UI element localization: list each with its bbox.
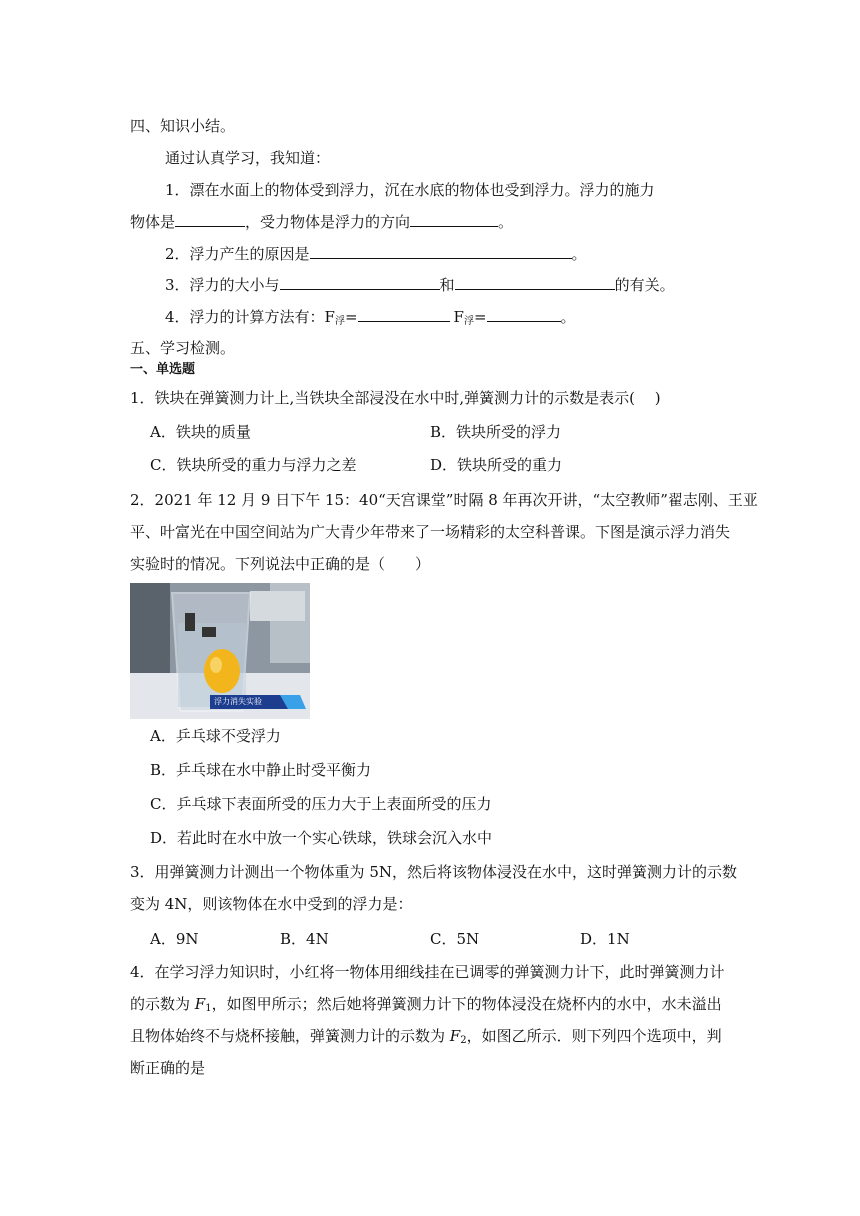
q3-option-a[interactable]: A．9N: [150, 930, 199, 948]
q2-stem-line3: 实验时的情况。下列说法中正确的是（ ）: [130, 555, 431, 573]
q3-option-b[interactable]: B．4N: [280, 930, 329, 948]
answer-blank[interactable]: [280, 275, 440, 290]
q2-option-b[interactable]: B．乒乓球在水中静止时受平衡力: [150, 761, 372, 779]
item4-eq: =: [344, 308, 358, 326]
force-f2-subscript: 2: [460, 1035, 467, 1046]
force-f1-subscript: 1: [205, 1003, 212, 1014]
item4-subscript-2: 浮: [463, 316, 474, 327]
section5-subheading: 一、单选题: [130, 362, 196, 377]
item2-text-b: 。: [571, 245, 587, 263]
q2-option-d[interactable]: D．若此时在水中放一个实心铁球，铁球会沉入水中: [150, 829, 493, 847]
item3-text-c: 的有关。: [614, 276, 675, 294]
item4-line: [165, 307, 576, 332]
force-f1: F: [194, 995, 206, 1013]
q4-text: 且物体始终不与烧杯接触，弹簧测力计的示数为: [130, 1027, 450, 1045]
item1-line2: [130, 212, 513, 232]
q1-option-c[interactable]: C．铁块所受的重力与浮力之差: [150, 456, 357, 474]
item4-subscript: 浮: [334, 316, 345, 327]
q4-stem-line3: [130, 1026, 722, 1051]
photo-caption: 浮力消失实验: [214, 697, 262, 706]
item4-text-b: F: [453, 308, 464, 326]
item1-text-c: 。: [498, 213, 514, 231]
q4-text: ，如图甲所示；然后她将弹簧测力计下的物体浸没在烧杯内的水中，水未溢出: [211, 995, 722, 1013]
item3-text-b: 和: [439, 276, 455, 294]
answer-blank[interactable]: [310, 244, 572, 259]
item1-line1: 1．漂在水面上的物体受到浮力，沉在水底的物体也受到浮力。浮力的施力: [165, 181, 655, 199]
q2-stem-line2: 平、叶富光在中国空间站为广大青少年带来了一场精彩的太空科普课。下图是演示浮力消失: [130, 523, 731, 541]
q4-stem-line4: 断正确的是: [130, 1059, 206, 1077]
q1-option-a[interactable]: A．铁块的质量: [150, 423, 251, 441]
section4-intro: 通过认真学习，我知道：: [165, 149, 331, 167]
answer-blank[interactable]: [487, 307, 561, 322]
q4-stem-line1: 4．在学习浮力知识时，小红将一物体用细线挂在已调零的弹簧测力计下，此时弹簧测力计: [130, 963, 725, 981]
item4-eq-2: =: [473, 308, 487, 326]
q1-stem: 1．铁块在弹簧测力计上,当铁块全部浸没在水中时,弹簧测力计的示数是表示( ): [130, 389, 661, 407]
q2-stem-line1: 2．2021 年 12 月 9 日下午 15：40“天宫课堂”时隔 8 年再次开讲，“太空教师”翟志刚、王亚: [130, 491, 758, 509]
section4-heading: 四、知识小结。: [130, 117, 236, 135]
item3-line: [165, 275, 675, 295]
item4-text-a: 4．浮力的计算方法有：F: [165, 308, 335, 326]
q4-stem-line2: [130, 994, 722, 1019]
item3-text-a: 3．浮力的大小与: [165, 276, 280, 294]
item2-text-a: 2．浮力产生的原因是: [165, 245, 310, 263]
answer-blank[interactable]: [175, 212, 245, 227]
space-experiment-photo: [130, 583, 310, 719]
q1-option-b[interactable]: B．铁块所受的浮力: [430, 423, 562, 441]
answer-blank[interactable]: [358, 307, 450, 322]
q4-text: 的示数为: [130, 995, 195, 1013]
q3-option-c[interactable]: C．5N: [430, 930, 480, 948]
item1-text-b: ，受力物体是浮力的方向: [245, 213, 411, 231]
item4-end: 。: [560, 308, 576, 326]
force-f2: F: [449, 1027, 461, 1045]
q1-option-d[interactable]: D．铁块所受的重力: [430, 456, 563, 474]
answer-blank[interactable]: [410, 212, 498, 227]
item2-line: [165, 244, 587, 264]
q3-stem-line2: 变为 4N，则该物体在水中受到的浮力是：: [130, 895, 413, 913]
q2-option-a[interactable]: A．乒乓球不受浮力: [150, 727, 281, 745]
item1-text-a: 物体是: [130, 213, 176, 231]
answer-blank[interactable]: [455, 275, 615, 290]
q4-text: ，如图乙所示．则下列四个选项中，判: [466, 1027, 722, 1045]
q2-option-c[interactable]: C．乒乓球下表面所受的压力大于上表面所受的压力: [150, 795, 492, 813]
q3-option-d[interactable]: D．1N: [580, 930, 630, 948]
q3-stem-line1: 3．用弹簧测力计测出一个物体重为 5N，然后将该物体浸没在水中，这时弹簧测力计的示数: [130, 863, 737, 881]
section5-heading: 五、学习检测。: [130, 339, 236, 357]
